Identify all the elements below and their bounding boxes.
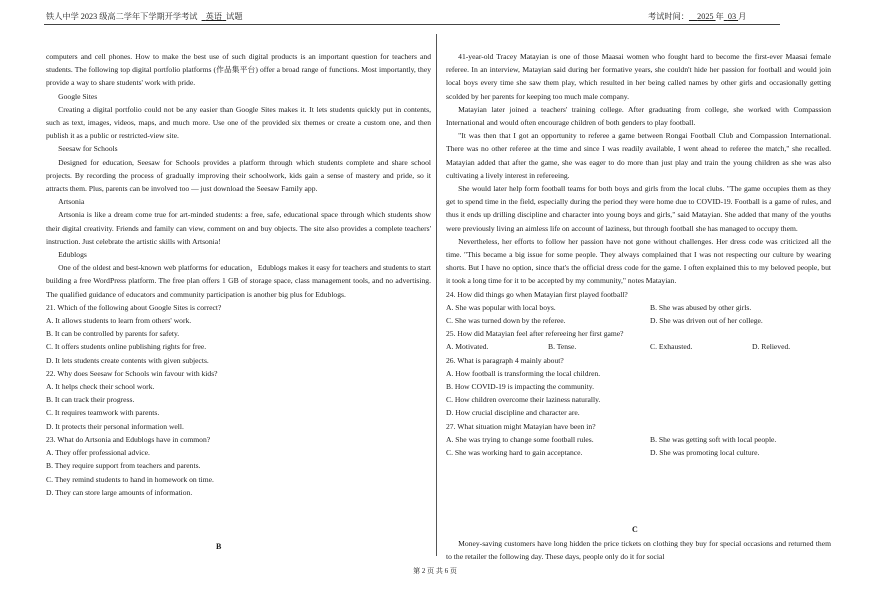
option-25c: C. Exhausted. (650, 342, 693, 352)
option-22b: B. It can track their progress. (46, 395, 135, 405)
column-divider (436, 34, 437, 556)
paragraph-matayian-1: 41-year-old Tracey Matayian is one of those Maasai women who fought hard to become the first-ever Maasai female referee. In an interview, Matayian said during her formative years, she couldn't hide her passion for football and would join local boys every time she saw them play, which resulted in her being called names by other girls and occasionally getting scolded by her parents for keeping too much male company. (446, 52, 831, 101)
exam-month: 03 (727, 12, 737, 21)
option-26d: D. How crucial discipline and character are. (446, 408, 580, 418)
option-21b: B. It can be controlled by parents for safety. (46, 329, 180, 339)
option-27c: C. She was working hard to gain acceptance. (446, 448, 583, 458)
year-unit: 年 (715, 12, 724, 21)
question-21: 21. Which of the following about Google Sites is correct? (46, 302, 222, 312)
month-unit: 月 (738, 12, 747, 21)
passage-c-intro: Money-saving customers have long hidden the price tickets on clothing they buy for special occasions and returned them to the retailer the following day. These days, people only do it for social (446, 539, 831, 562)
paragraph-google-sites: Creating a digital portfolio could not be any easier than Google Sites makes it. It lets students quickly put in contents, such as text, images, videos, maps, and much more. Use one of the provided six themes or create a custom one, and then publish it as a public or restricted-view site. (46, 104, 431, 141)
option-25a: A. Motivated. (446, 342, 489, 352)
option-24c: C. She was turned down by the referee. (446, 316, 566, 326)
exam-date (648, 11, 746, 22)
option-26b: B. How COVID-19 is impacting the community. (446, 382, 594, 392)
school-exam-name: 铁人中学 2023 级高二学年下学期开学考试 (46, 12, 198, 21)
option-21d: D. It lets students create contents with given subjects. (46, 355, 209, 365)
paragraph-matayian-5: Nevertheless, her efforts to follow her passion have not gone without challenges. Her dress code was criticized all the time. "This became a big issue for some people. They always complained that I was not respecting our culture by wearing shorts. But I have no option, since that's the official dress code for the game. I often explained this to my beloved people, but it took a long time for it to be accepted by my community," notes Matayian. (446, 236, 831, 286)
options-24-row1 (446, 301, 831, 314)
right-column (446, 50, 831, 459)
option-26a: A. How football is transforming the local children. (446, 368, 601, 378)
options-25 (446, 340, 831, 353)
paragraph-seesaw: Designed for education, Seesaw for Schools provides a platform through which students complete and share school projects. By recording the process of gradually improving their schoolwork, kids gain a sense of mastery and pride, so it attracts them. Plus, parents can be involved too — just download the Seesaw Family app. (46, 157, 431, 194)
option-23b: B. They require support from teachers and parents. (46, 461, 201, 471)
option-22c: C. It requires teamwork with parents. (46, 408, 160, 418)
option-23a: A. They offer professional advice. (46, 448, 150, 458)
option-22d: D. It protects their personal information well. (46, 421, 184, 431)
option-21c: C. It offers students online publishing rights for free. (46, 342, 207, 352)
question-27: 27. What situation might Matayian have been in? (446, 421, 596, 431)
header-rule (44, 24, 780, 25)
option-25b: B. Tense. (548, 342, 577, 352)
passage-c (446, 537, 831, 563)
option-24a: A. She was popular with local boys. (446, 302, 556, 312)
exam-year: 2025 (697, 12, 714, 21)
options-24-row2 (446, 314, 831, 327)
option-24d: D. She was driven out of her college. (650, 316, 763, 326)
option-25d: D. Relieved. (752, 342, 791, 352)
question-25: 25. How did Matayian feel after refereeing her first game? (446, 329, 624, 339)
passage-a-intro: computers and cell phones. How to make the best use of such digital products is an important question for teachers and students. The following top digital portfolio platforms (作品集平台) offer a broad range of functions. Most importantly, they provide a way to share students' work with pride. (46, 52, 431, 88)
section-c-heading: C (632, 525, 638, 534)
heading-artsonia: Artsonia (58, 197, 85, 207)
question-23: 23. What do Artsonia and Edublogs have in common? (46, 434, 211, 444)
paragraph-edublogs: One of the oldest and best-known web platforms for education，Edublogs makes it easy for teachers and students to start building a free WordPress platform. The free plan offers 1 GB of storage space, class management tools, and no advertising. The qualified guidance of educators and community participation is another big plus for Edublogs. (46, 263, 431, 299)
option-27d: D. She was promoting local culture. (650, 448, 760, 458)
question-26: 26. What is paragraph 4 mainly about? (446, 355, 564, 365)
option-21a: A. It allows students to learn from others' work. (46, 316, 192, 326)
paragraph-matayian-3: "It was then that I got an opportunity to referee a game between Rongai Football Club and Compassion International. There was no other referee at the time and since I was readily available, I went ahead to referee the match," she recalled. Matayian added that after the game, she was eager to do more than just play and train the young children as she was also cultivating a lively interest in refereeing. (446, 131, 831, 180)
option-23d: D. They can store large amounts of information. (46, 487, 193, 497)
option-22a: A. It helps check their school work. (46, 382, 155, 392)
exam-title (46, 11, 243, 22)
option-23c: C. They remind students to hand in homework on time. (46, 474, 214, 484)
time-label: 考试时间： (648, 12, 689, 21)
options-27-row1 (446, 433, 831, 446)
paragraph-matayian-4: She would later help form football teams for both boys and girls from the local clubs. "The game occupies them as they get to spend time in the field, especially during the period they were home due to COVID-19. Football is a game of rules, and thus it ends up drilling discipline and character into young boys and girls," said Matayian. She added that many of the youths were previously living an aimless life on account of laziness, but through football she has managed to occupy them. (446, 184, 831, 233)
option-26c: C. How children overcome their laziness naturally. (446, 395, 601, 405)
paragraph-artsonia: Artsonia is like a dream come true for art-minded students: a free, safe, educational space through which students show their digital creativity. Friends and family can view, comment on and buy objects. The site also provides a complete teachers' instruction. Just celebrate the artistic skills with Artsonia! (46, 210, 431, 246)
title-suffix: 试题 (226, 12, 243, 21)
heading-edublogs: Edublogs (58, 250, 87, 260)
page-number: 第 2 页 共 6 页 (413, 567, 457, 575)
question-24: 24. How did things go when Matayian first played football? (446, 289, 628, 299)
section-b-heading: B (216, 542, 222, 551)
option-27a: A. She was trying to change some football rules. (446, 434, 594, 444)
heading-google-sites: Google Sites (58, 91, 98, 101)
paragraph-matayian-2: Matayian later joined a teachers' training college. After graduating from college, she worked with Compassion International and would often encourage children of both genders to play football. (446, 104, 831, 128)
heading-seesaw: Seesaw for Schools (58, 144, 118, 154)
option-27b: B. She was getting soft with local people. (650, 434, 777, 444)
option-24b: B. She was abused by other girls. (650, 302, 752, 312)
options-27-row2 (446, 446, 831, 459)
left-column (46, 50, 431, 499)
subject: 英语 (205, 12, 223, 21)
question-22: 22. Why does Seesaw for Schools win favour with kids? (46, 368, 218, 378)
